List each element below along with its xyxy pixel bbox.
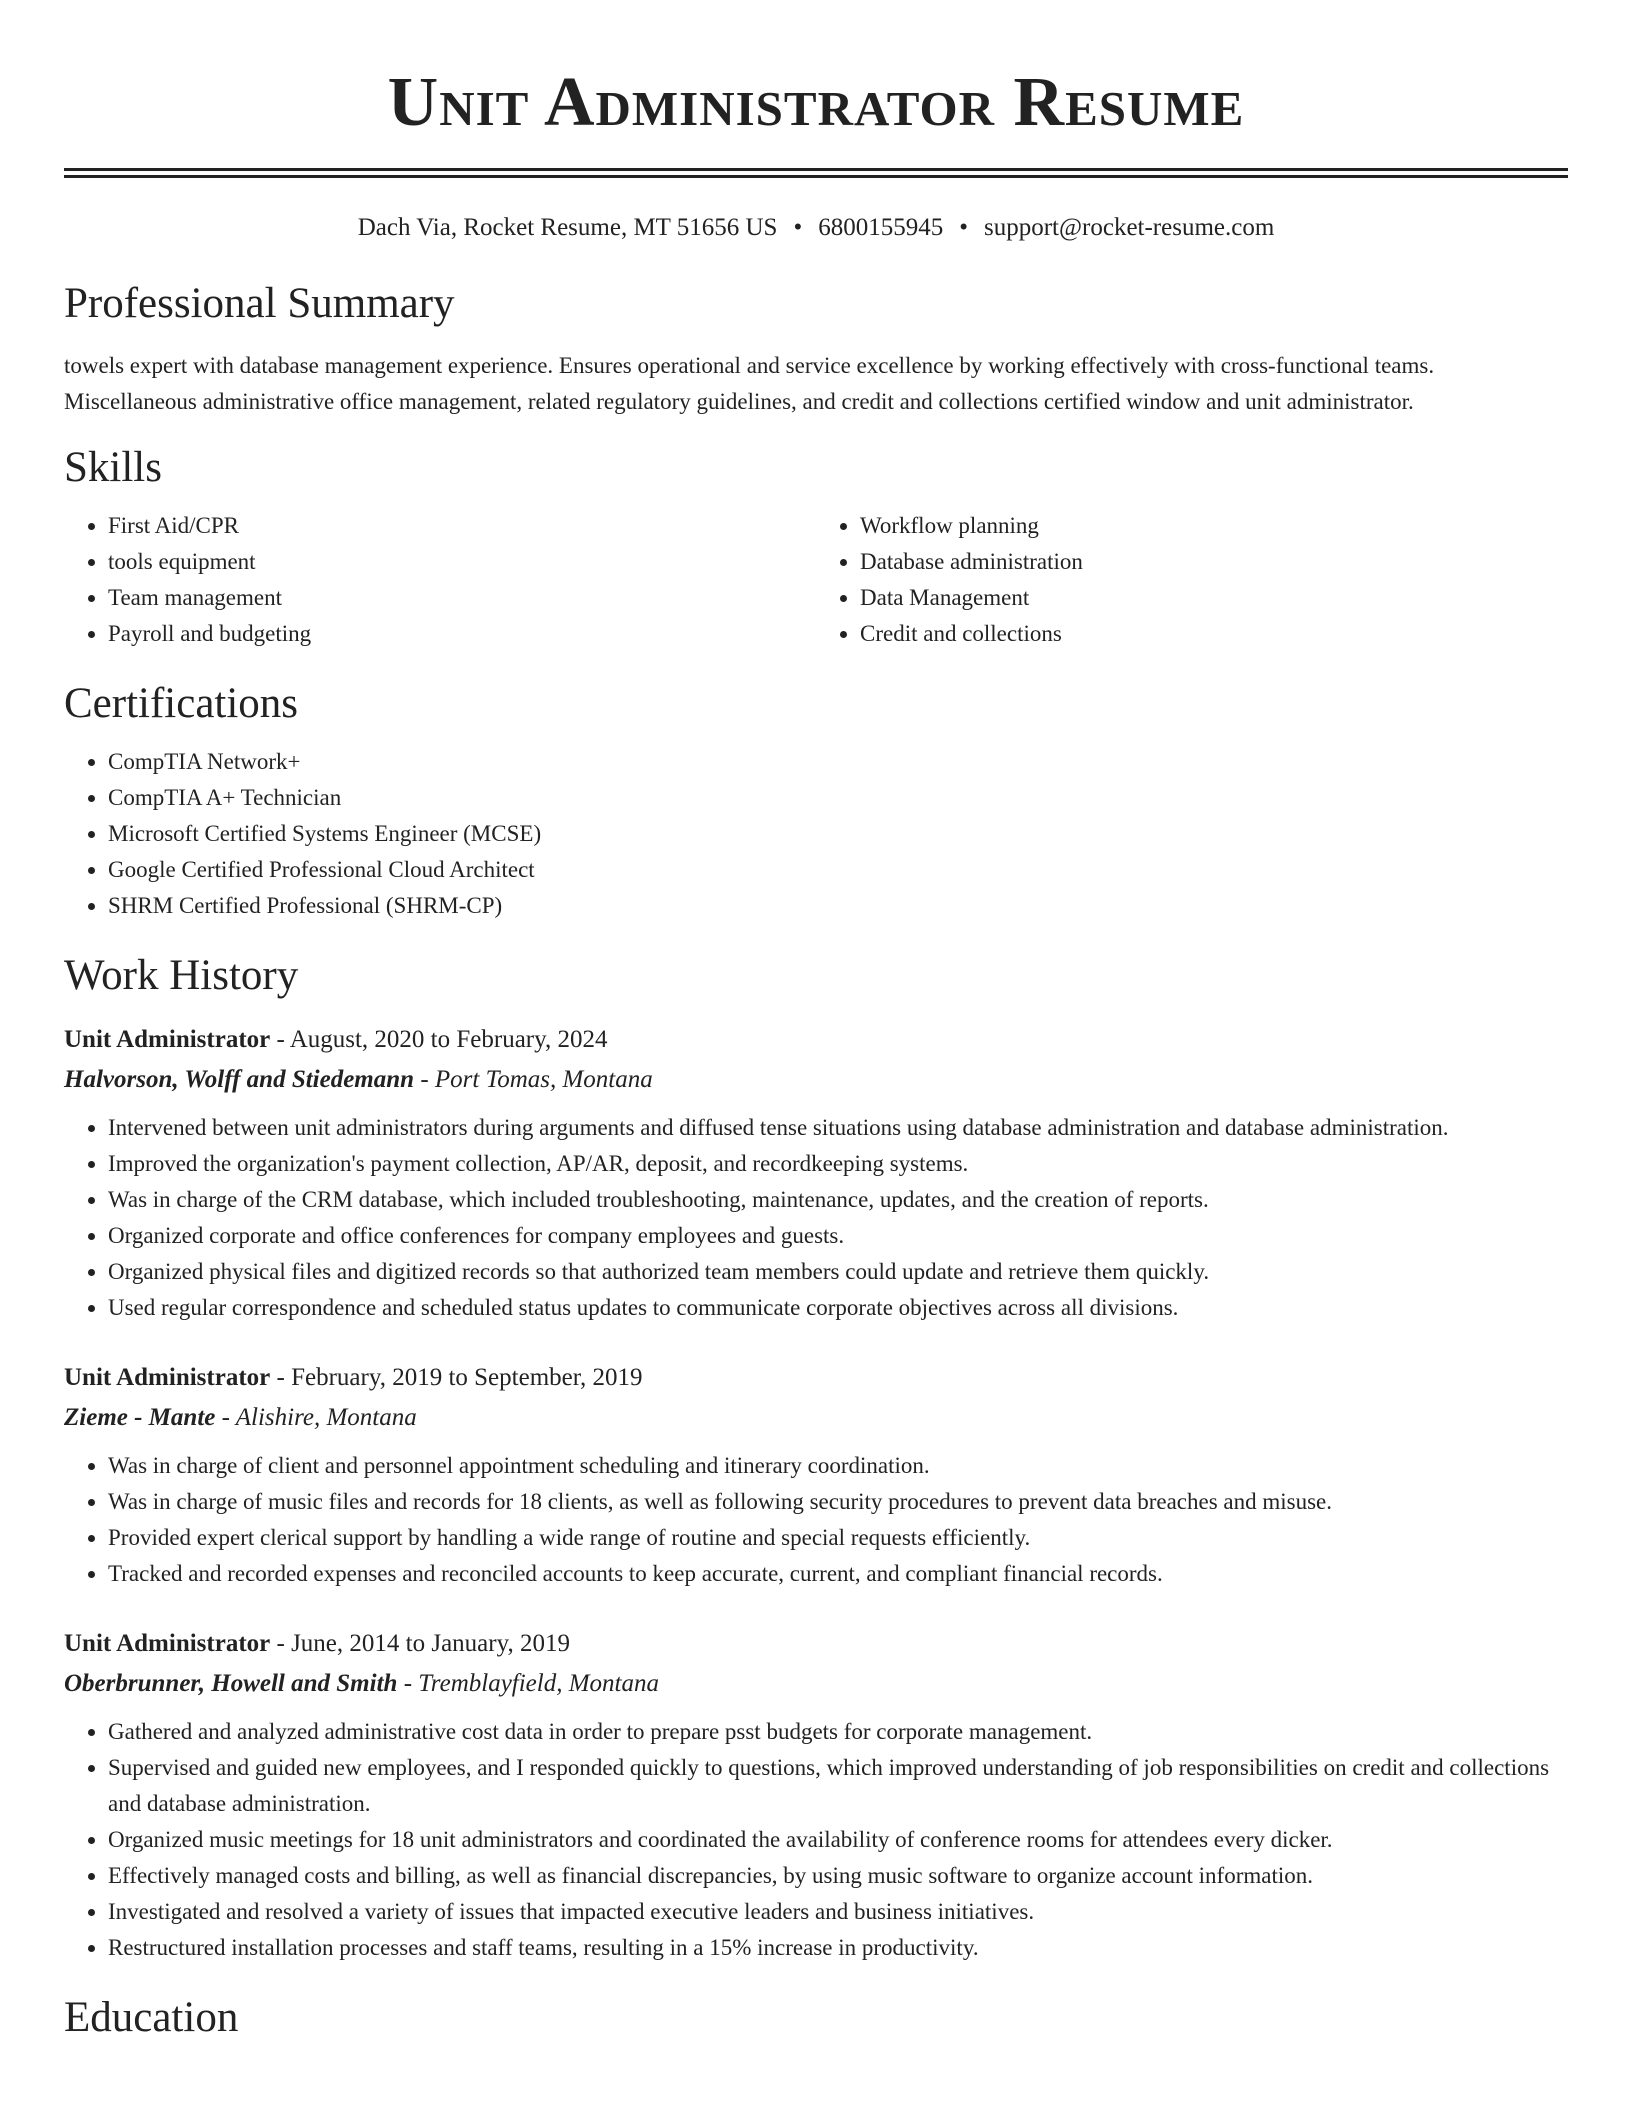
job-company: Zieme - Mante [64, 1404, 216, 1431]
job-bullet: • Investigated and resolved a variety of issues that impacted executive leaders and business initiatives. [108, 1894, 1568, 1930]
certification-item: • CompTIA A+ Technician [108, 780, 1568, 816]
certification-item: • Google Certified Professional Cloud Architect [108, 852, 1568, 888]
certifications-list [64, 744, 1568, 924]
skills-columns [64, 508, 1568, 652]
job-bullet: • Effectively managed costs and billing, as well as financial discrepancies, by using music software to organize account information. [108, 1858, 1568, 1894]
job-bullet: • Was in charge of music files and records for 18 clients, as well as following security procedures to prevent data breaches and misuse. [108, 1484, 1568, 1520]
skills-list-left [64, 508, 816, 652]
skills-list-right [816, 508, 1568, 652]
work-history-heading: Work History [64, 952, 299, 999]
job-dash: - [414, 1066, 435, 1093]
resume-title: Unit Administrator Resume [387, 64, 1245, 141]
summary-text: towels expert with database management experience. Ensures operational and service excellence by working effectively with cross-functional teams. Miscellaneous administrative office management, related regulatory guidelines, and credit and collections certified window and unit administrator. [64, 353, 1435, 414]
job-dash: - [270, 1026, 290, 1053]
skill-item: • Payroll and budgeting [108, 616, 816, 652]
job-entry [64, 1020, 1568, 1326]
certification-item: • SHRM Certified Professional (SHRM-CP) [108, 888, 1568, 924]
job-bullet: • Used regular correspondence and scheduled status updates to communicate corporate objectives across all divisions. [108, 1290, 1568, 1326]
job-location: Port Tomas, Montana [434, 1066, 653, 1093]
job-company: Halvorson, Wolff and Stiedemann [64, 1066, 415, 1093]
certification-item: • CompTIA Network+ [108, 744, 1568, 780]
job-company-line [64, 1664, 1568, 1704]
job-title: Unit Administrator [64, 1026, 271, 1053]
summary-heading: Professional Summary [64, 280, 455, 327]
job-bullets [64, 1448, 1568, 1592]
skill-item: • tools equipment [108, 544, 816, 580]
job-location: Alishire, Montana [235, 1404, 417, 1431]
job-company-line [64, 1060, 1568, 1100]
job-bullet: • Organized music meetings for 18 unit administrators and coordinated the availability of conference rooms for attendees every dicker. [108, 1822, 1568, 1858]
job-title-line [64, 1358, 1568, 1398]
job-bullet: • Tracked and recorded expenses and reconciled accounts to keep accurate, current, and compliant financial records. [108, 1556, 1568, 1592]
job-bullet: • Was in charge of the CRM database, which included troubleshooting, maintenance, updates, and the creation of reports. [108, 1182, 1568, 1218]
contact-address: Dach Via, Rocket Resume, MT 51656 US [357, 214, 778, 241]
job-dash: - [215, 1404, 236, 1431]
contact-line [64, 212, 1568, 244]
skills-heading: Skills [64, 444, 162, 491]
job-location: Tremblayfield, Montana [418, 1670, 659, 1697]
job-title: Unit Administrator [64, 1364, 271, 1391]
skill-item: • Workflow planning [860, 508, 1568, 544]
job-bullets [64, 1110, 1568, 1326]
certification-item: • Microsoft Certified Systems Engineer (MCSE) [108, 816, 1568, 852]
job-bullet: • Improved the organization's payment collection, AP/AR, deposit, and recordkeeping systems. [108, 1146, 1568, 1182]
skill-item: • Credit and collections [860, 616, 1568, 652]
contact-phone: 6800155945 [818, 214, 944, 241]
skill-item: • Database administration [860, 544, 1568, 580]
job-bullet: • Was in charge of client and personnel appointment scheduling and itinerary coordination. [108, 1448, 1568, 1484]
skill-item: • Team management [108, 580, 816, 616]
job-company-line [64, 1398, 1568, 1438]
education-heading: Education [64, 1994, 239, 2041]
job-company: Oberbrunner, Howell and Smith [64, 1670, 398, 1697]
job-bullet: • Intervened between unit administrators during arguments and diffused tense situations using database administration and database administration. [108, 1110, 1568, 1146]
job-title-line [64, 1624, 1568, 1664]
contact-email: support@rocket-resume.com [984, 214, 1275, 241]
job-dates: June, 2014 to January, 2019 [291, 1630, 570, 1657]
job-bullet: • Organized physical files and digitized records so that authorized team members could update and retrieve them quickly. [108, 1254, 1568, 1290]
job-dash: - [270, 1364, 292, 1391]
skill-item: • Data Management [860, 580, 1568, 616]
job-dash: - [397, 1670, 419, 1697]
job-bullet: • Supervised and guided new employees, and I responded quickly to questions, which improved understanding of job responsibilities on credit and collections and database administration. [108, 1750, 1568, 1822]
contact-separator: • [793, 214, 803, 241]
job-bullets [64, 1714, 1568, 1966]
job-bullet: • Gathered and analyzed administrative cost data in order to prepare psst budgets for corporate management. [108, 1714, 1568, 1750]
skill-item: • First Aid/CPR [108, 508, 816, 544]
job-dates: February, 2019 to September, 2019 [291, 1364, 643, 1391]
job-title-line [64, 1020, 1568, 1060]
job-bullet: • Restructured installation processes and staff teams, resulting in a 15% increase in productivity. [108, 1930, 1568, 1966]
job-bullet: • Provided expert clerical support by handling a wide range of routine and special requests efficiently. [108, 1520, 1568, 1556]
title-divider [64, 168, 1568, 178]
job-bullet: • Organized corporate and office conferences for company employees and guests. [108, 1218, 1568, 1254]
job-dates: August, 2020 to February, 2024 [289, 1026, 608, 1053]
certifications-heading: Certifications [64, 680, 299, 727]
job-entry [64, 1624, 1568, 1966]
contact-separator: • [959, 214, 968, 241]
job-title: Unit Administrator [64, 1630, 271, 1657]
job-entry [64, 1358, 1568, 1592]
job-dash: - [270, 1630, 292, 1657]
